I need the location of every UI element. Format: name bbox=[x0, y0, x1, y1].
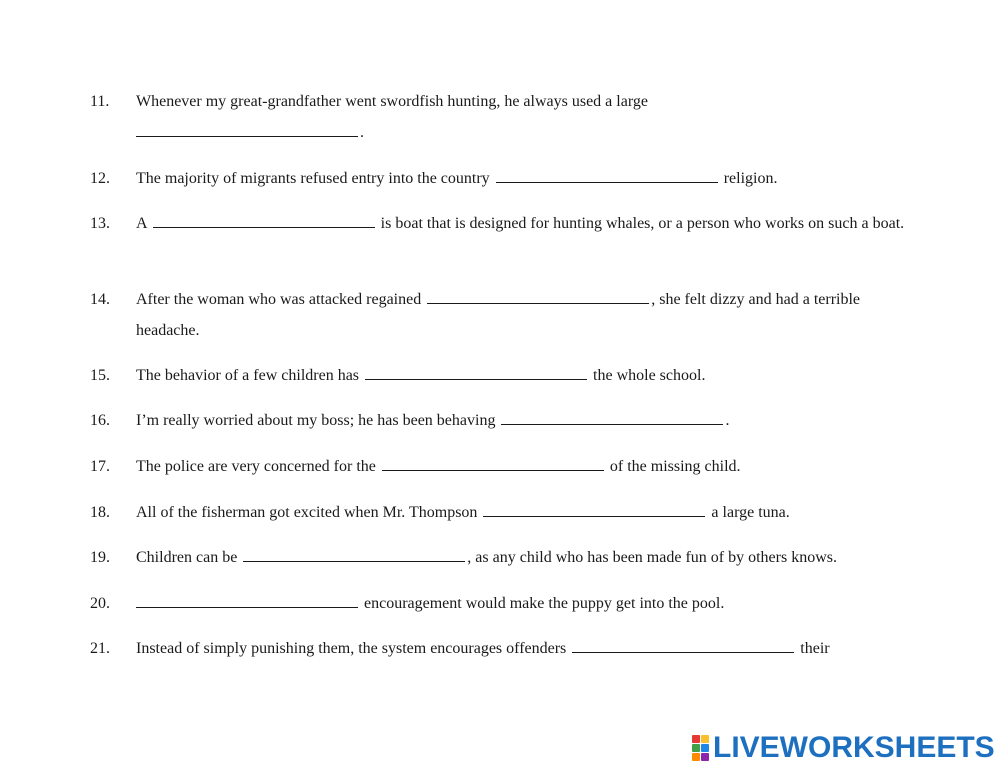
question-text-before: The police are very concerned for the bbox=[136, 458, 380, 475]
question-number: 13. bbox=[90, 215, 110, 232]
question-number: 19. bbox=[90, 549, 110, 566]
question-text-after: , as any child who has been made fun of by others knows. bbox=[467, 549, 837, 566]
question-17 bbox=[90, 451, 920, 482]
question-text-after: . bbox=[725, 412, 730, 429]
answer-blank-13[interactable] bbox=[153, 211, 375, 228]
answer-blank-15[interactable] bbox=[365, 363, 587, 380]
question-text-before: Whenever my great-grandfather went swordfish hunting, he always used a large bbox=[136, 93, 648, 110]
question-18 bbox=[90, 497, 920, 528]
question-15 bbox=[90, 360, 920, 391]
question-number: 18. bbox=[90, 504, 110, 521]
question-text-after: the whole school. bbox=[589, 367, 706, 384]
logo-block bbox=[692, 744, 700, 752]
question-11 bbox=[90, 86, 920, 148]
logo-block bbox=[701, 744, 709, 752]
liveworksheets-logo-icon bbox=[692, 735, 709, 761]
question-13 bbox=[90, 208, 920, 239]
question-number: 17. bbox=[90, 458, 110, 475]
answer-blank-17[interactable] bbox=[382, 454, 604, 471]
question-number: 12. bbox=[90, 170, 110, 187]
question-20 bbox=[90, 588, 920, 619]
question-number: 11. bbox=[90, 93, 110, 110]
question-text-after: encouragement would make the puppy get into the pool. bbox=[360, 595, 725, 612]
answer-blank-21[interactable] bbox=[572, 636, 794, 653]
answer-blank-16[interactable] bbox=[501, 408, 723, 425]
answer-blank-20[interactable] bbox=[136, 591, 358, 608]
question-text-after: religion. bbox=[719, 170, 778, 187]
logo-block bbox=[692, 735, 700, 743]
question-21 bbox=[90, 633, 920, 664]
question-14 bbox=[90, 284, 920, 346]
question-12 bbox=[90, 163, 920, 194]
question-text-after: is boat that is designed for hunting whales, or a person who works on such a boat. bbox=[376, 215, 905, 232]
question-text-before: A bbox=[136, 215, 151, 232]
question-text-before: Instead of simply punishing them, the system encourages offenders bbox=[136, 640, 571, 657]
answer-blank-12[interactable] bbox=[496, 166, 718, 183]
question-text-after: a large tuna. bbox=[707, 504, 790, 521]
question-text-before: I’m really worried about my boss; he has been behaving bbox=[136, 412, 500, 429]
logo-text: LIVEWORKSHEETS bbox=[713, 731, 995, 764]
logo-block bbox=[701, 735, 709, 743]
answer-blank-18[interactable] bbox=[483, 500, 705, 517]
logo-block bbox=[701, 753, 709, 761]
question-text-after: their bbox=[796, 640, 830, 657]
question-text-after: of the missing child. bbox=[605, 458, 741, 475]
answer-blank-11[interactable] bbox=[136, 120, 358, 137]
question-16 bbox=[90, 405, 920, 436]
question-number: 21. bbox=[90, 640, 110, 657]
question-text-before: All of the fisherman got excited when Mr. Thompson bbox=[136, 504, 482, 521]
question-19 bbox=[90, 542, 920, 573]
liveworksheets-logo[interactable] bbox=[692, 732, 995, 764]
question-text-after: , she felt dizzy and had a terrible headache. bbox=[136, 291, 861, 339]
question-number: 15. bbox=[90, 367, 110, 384]
question-number: 20. bbox=[90, 595, 110, 612]
answer-blank-14[interactable] bbox=[427, 287, 649, 304]
answer-blank-19[interactable] bbox=[243, 545, 465, 562]
question-number: 16. bbox=[90, 412, 110, 429]
question-text-before: The majority of migrants refused entry into the country bbox=[136, 170, 494, 187]
question-text-before: After the woman who was attacked regained bbox=[136, 291, 426, 308]
question-text-after: . bbox=[360, 124, 364, 141]
question-number: 14. bbox=[90, 291, 110, 308]
question-text-before: The behavior of a few children has bbox=[136, 367, 364, 384]
question-text-before: Children can be bbox=[136, 549, 242, 566]
logo-block bbox=[692, 753, 700, 761]
